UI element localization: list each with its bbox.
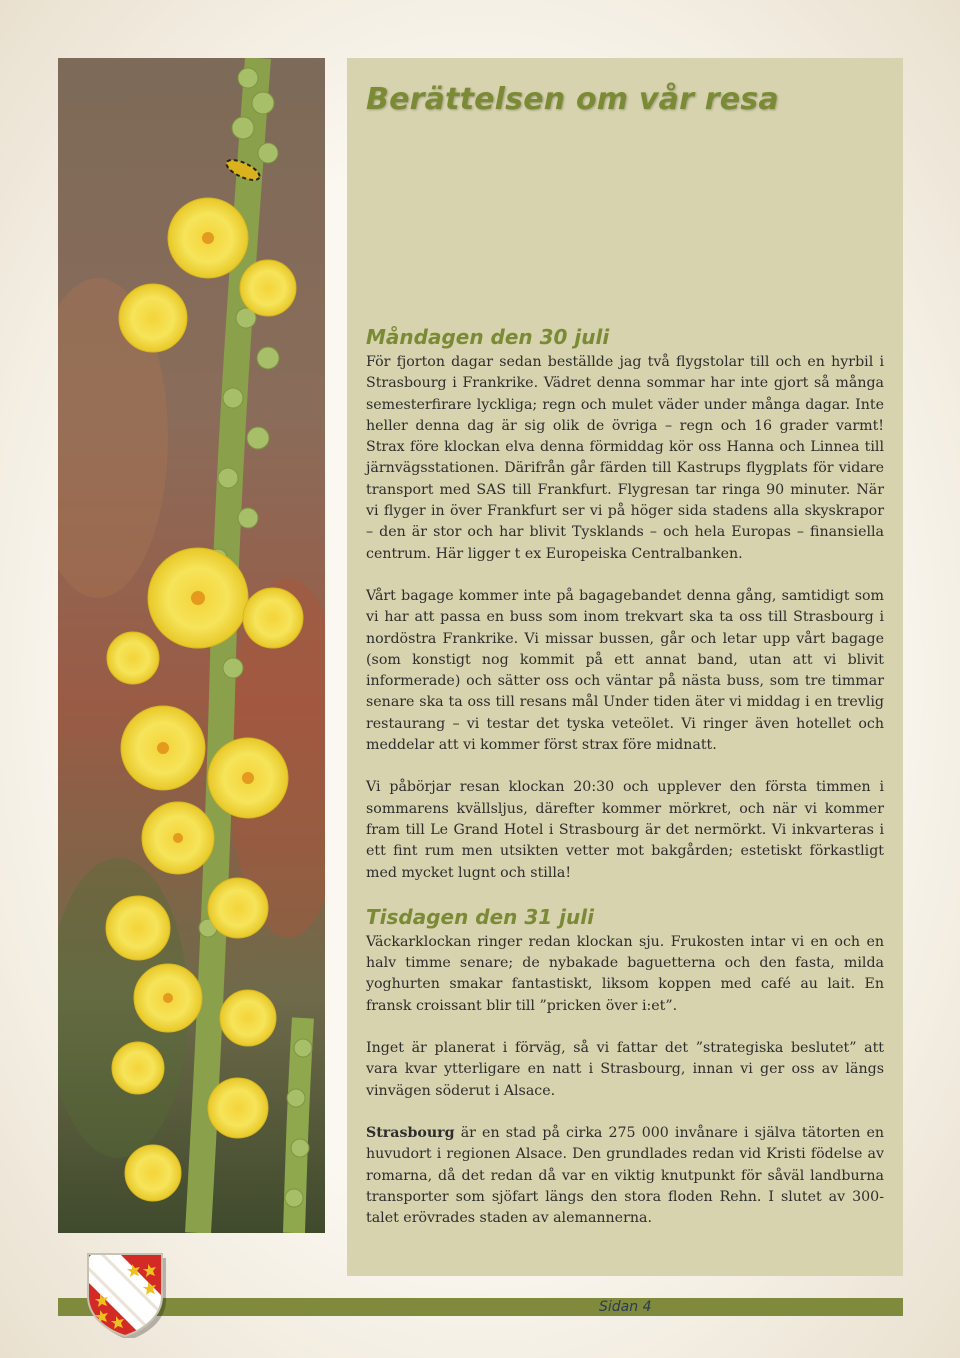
section-heading-monday: Måndagen den 30 juli [366,325,610,349]
paragraph: Vi påbörjar resan klockan 20:30 och upplever den första timmen i sommarens kvällsljus, därefter kommer mörkret, och när vi kommer fram till Le Grand Hotel i Strasbourg är det nermörkt. Vi inkvarteras i ett fint rum men utsikten vetter mot bakgården; estetiskt förkastligt med mycket lugnt och stilla! [366,779,884,881]
story-content [366,322,884,1229]
page-number: Sidan 4 [599,1299,652,1315]
mullein-flower-photo [58,58,325,1233]
bold-term-strasbourg: Strasbourg [366,1124,455,1141]
page-title: Berättelsen om vår resa [366,82,779,117]
section-heading-tuesday: Tisdagen den 31 juli [366,904,594,929]
paragraph: För fjorton dagar sedan beställde jag två flygstolar till och en hyrbil i Strasbourg i Frankrike. Vädret denna sommar har inte gjort så många semesterfirare lyckliga; regn och mulet väder under många dagar. Inte heller denna dag är sig olik de övriga – regn och 16 grader varmt! Strax före klockan elva denna förmiddag kör oss Hanna och Linnea till järnvägsstationen. Därifrån går färden till Kastrups flygplats för vidare transport med SAS till Frankfurt. Flygresan tar ringa 90 minuter. När vi flyger in över Frankfurt ser vi på höger sida stadens alla skyskrapor – den är stor och har blivit Tysklands – och hela Europas – finansiella centrum. Här ligger t ex Europeiska Centralbanken. [366,354,884,562]
footer-bar [58,1298,903,1316]
paragraph: Väckarklockan ringer redan klockan sju. Frukosten intar vi en och en halv timme senare; de nybakade baguetterna och den fasta, milda yoghurten smakar fantastiskt, liksom koppen med café au lait. En fransk croissant blir till ”pricken över i:et”. [366,933,884,1014]
paragraph-text: är en stad på cirka 275 000 invånare i själva tätorten en huvudort i regionen Alsace. Den grundlades redan vid Kristi födelse av romarna, då det redan då var en viktig knutpunkt för såväl landburna transporter som sjöfart längs den stora floden Rehn. I slutet av 300-talet erövrades staden av alemannerna. [366,1124,884,1227]
paragraph: Vårt bagage kommer inte på bagagebandet denna gång, samtidigt som vi har att passa en buss som inom trekvart ska ta oss till Strasbourg i nordöstra Frankrike. Vi missar bussen, går och letar upp vårt bagage (som konstigt nog kommit på ett annat band, utan att vi blivit informerade) och sätter oss och väntar på nästa buss, som tre timmar senare ska ta oss till resans mål Under tiden äter vi middag i en trevlig restaurang – vi testar det tyska veteölet. Vi ringer även hotellet och meddelar att vi kommer först strax före midnatt. [366,587,884,754]
paragraph-strasbourg [366,1123,884,1229]
paragraph: Inget är planerat i förväg, så vi fattar det ”strategiska beslutet” att vara kvar ytterligare en natt i Strasbourg, innan vi ger oss av längs vinvägen söderut i Alsace. [366,1040,884,1099]
alsace-coat-of-arms-icon [86,1250,166,1338]
